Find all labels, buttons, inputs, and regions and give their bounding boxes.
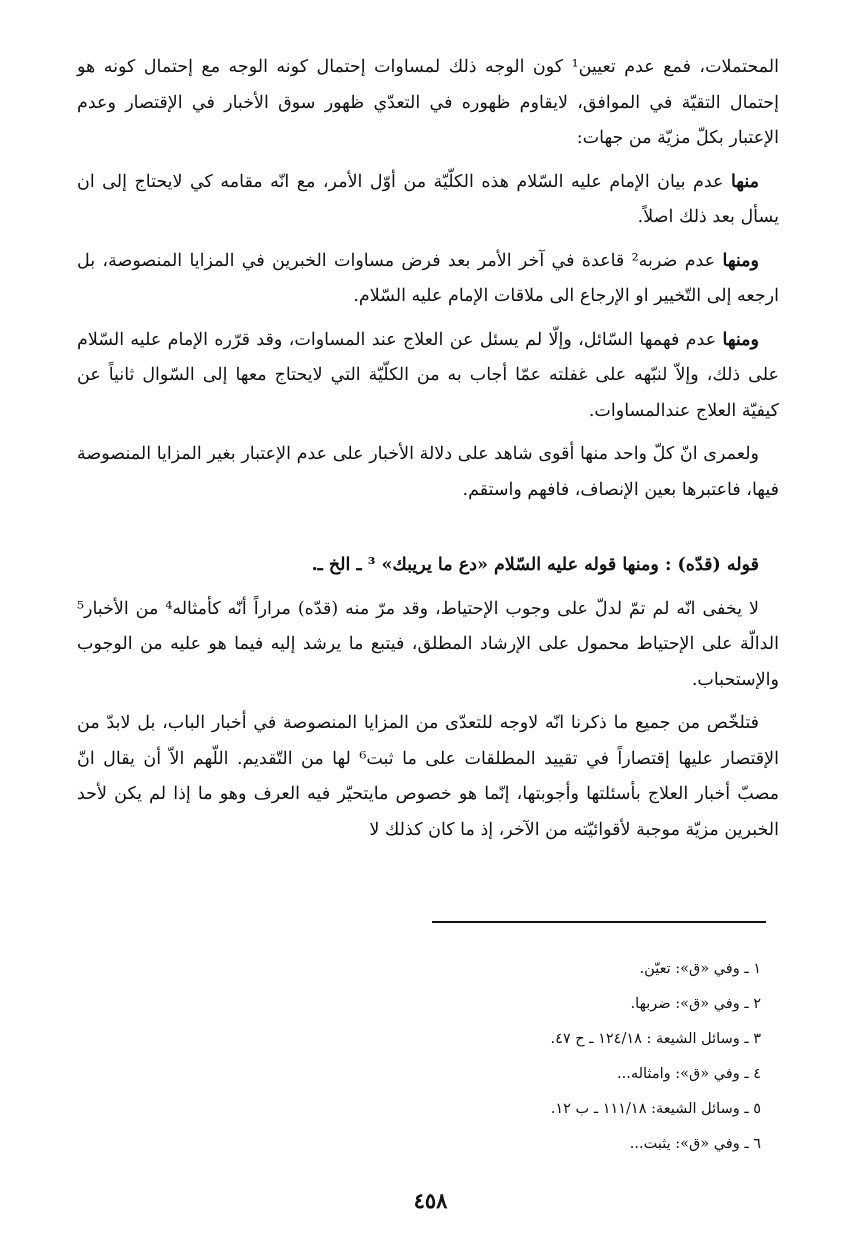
paragraph-text: المحتملات، فمع عدم تعيين¹ كون الوجه ذلك لمساوات إحتمال كونه الوجه مع إحتمال كونه هو إحتمال التقيّة في الموافق، لايقاوم ظهوره في التعدّي ظهور سوق الأخبار في الإقتصار وعدم الإعتبار بكلّ مزيّة من جهات:	[77, 57, 779, 148]
paragraph-text: عدم فهمها السّائل، وإلّا لم يسئل عن العلاج عند المساوات، وقد قرّره الإمام عليه السّلام على ذلك، وإلاّ لنبّهه على غفلته عمّا أجاب به من الكلّيّة التي لايحتاج معها إلى السّوال ثانياً عن كيفيّة العلاج عندالمساوات.	[77, 329, 779, 421]
heading-text: قوله (قدّه) : ومنها قوله عليه السّلام «دع ما يريبك» ³ ـ الخ ـ.	[311, 555, 759, 575]
paragraph-lead: منها	[730, 171, 759, 192]
page-number: ٤٥٨	[413, 1188, 448, 1213]
paragraph-text: عدم ضربه² قاعدة في آخر الأمر بعد فرض مساوات الخبرين في المزايا المنصوصة، بل ارجعه إلى التّخيير او الإرجاع الى ملاقات الإمام عليه السّلام.	[77, 250, 779, 306]
paragraph-text: لا يخفى انّه لم تمّ لدلّ على وجوب الإحتياط، وقد مرّ منه (قدّه) مراراً أنّه كأمثاله⁴ من الأخبار⁵ الدالّة على الإحتياط محمول على الإرشاد المطلق، فيتبع ما يرشد إليه فيما هو عليه من الوجوب والإستحباب.	[77, 598, 779, 690]
footnote: ٥ ـ وسائل الشيعة: ١١١/١٨ ـ ب ١٢.	[550, 1101, 761, 1117]
paragraph-lead: ومنها	[722, 329, 759, 350]
footnote: ٢ ـ وفي «ق»: ضربها.	[630, 996, 761, 1012]
paragraph-text: فتلخّص من جميع ما ذكرنا انّه لاوجه للتعدّى من المزايا المنصوصة في أخبار الباب، بل لابدّ من الإقتصار عليها إقتصاراً في تقييد المطلقات على ما ثبت⁶ لها من التّقديم. اللّهم الاّ أن يقال انّ مصبّ أخبار العلاج بأسئلتها وأجوبتها، إنّما هو خصوص مايتحيّر فيه العرف وهو ما إذا لم يكن لأحد الخبرين مزيّة موجبة لأقوائيّته من الآخر، إذ ما كان كذلك لا	[77, 713, 779, 840]
footnote: ١ ـ وفي «ق»: تعيّن.	[639, 961, 761, 977]
paragraph-text: عدم بيان الإمام عليه السّلام هذه الكلّيّة من أوّل الأمر، مع انّه مقامه كي لايحتاج إلى ان يسأل بعد ذلك اصلاً.	[77, 171, 779, 227]
section-heading	[77, 548, 779, 584]
paragraph	[77, 165, 779, 236]
footnote: ٦ ـ وفي «ق»: يثبت...	[629, 1136, 761, 1152]
paragraph	[77, 323, 779, 430]
paragraph-lead: ومنها	[722, 250, 759, 271]
paragraph	[77, 706, 779, 848]
paragraph-text: ولعمرى انّ كلّ واحد منها أقوى شاهد على دلالة الأخبار على عدم الإعتبار بغير المزايا المنصوصة فيها، فاعتبرها بعين الإنصاف، فافهم واستقم.	[77, 444, 779, 500]
footnote-divider	[432, 921, 766, 923]
footnotes	[261, 952, 761, 1162]
paragraph	[77, 244, 779, 315]
paragraph	[77, 592, 779, 699]
footnote: ٤ ـ وفي «ق»: وامثاله...	[617, 1066, 761, 1082]
paragraph	[77, 437, 779, 508]
main-text	[77, 50, 779, 856]
footnote: ٣ ـ وسائل الشيعة : ١٢٤/١٨ ـ ح ٤٧.	[550, 1031, 761, 1047]
paragraph	[77, 50, 779, 157]
